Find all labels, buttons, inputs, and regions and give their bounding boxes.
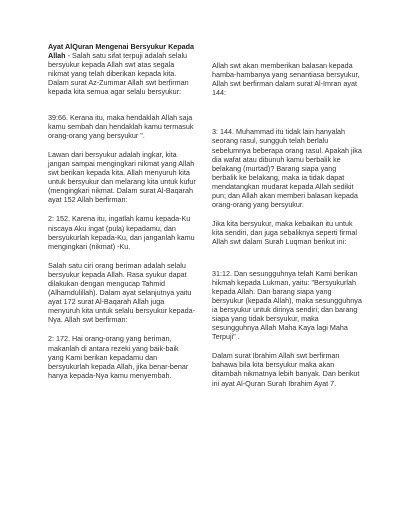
- left-paragraph-4: Salah satu ciri orang beriman adalah selalu bersyukur kepada Allah. Rasa syukur dapat dilakukan dengan mengucap Tahmid (Alhamdulillah). Dalam ayat selanjutnya yaitu ayat 172 surat Al-Baqarah Allah juga menyuruh kita untuk selalu bersyukur kepada-Nya. Allah swt berfirman:: [48, 260, 196, 325]
- intro-paragraph: [48, 42, 196, 97]
- right-paragraph-2: 3: 144. Muhammad itu tidak lain hanyalah seorang rasul, sungguh telah berlalu sebelumnya beberapa orang rasul. Apakah jika dia wafat atau dibunuh kamu berbalik ke belakang (murtad)? Barang siapa yang berbalik ke belakang, maka ia tidak dapat mendatangkan mudarat kepada Allah sedikit pun; dan Allah akan memberi balasan kepada orang-orang yang bersyukur.: [212, 127, 362, 210]
- right-paragraph-1: Allah swt akan memberikan balasan kepada hamba-hambanya yang senantiasa bersyukur, Allah swt berfirman dalam surat Al-Imran ayat 144:: [212, 61, 360, 98]
- left-paragraph-3: 2: 152. Karena itu, ingatlah kamu kepada-Ku niscaya Aku ingat (pula) kepadamu, dan bersyukurlah kepada-Ku, dan janganlah kamu mengingkari (nikmat) -Ku.: [48, 214, 195, 251]
- article-heading: Ayat AlQuran Mengenai Bersyukur Kepada Allah: [48, 42, 195, 61]
- intro-text: - Salah satu sifat terpuji adalah selalu bersyukur kepada Allah swt atas segala nikmat yang telah diberikan kepada kita. Dalam surat Az-Zummar Allah swt berfirman kepada kita semua agar selalu bersyukur:: [48, 51, 189, 97]
- right-paragraph-3: Jika kita bersyukur, maka kebaikan itu untuk kita sendiri, dan juga sebaliknya seperti firmal Allah swt dalam Surah Luqman berikut ini:: [212, 219, 358, 247]
- right-paragraph-5: Dalam surat Ibrahim Allah swt berfirman bahawa bila kita bersyukur maka akan ditambah nikmatnya lebih banyak. Dan berikut ini ayat Al-Quran Surah Ibrahim Ayat 7.: [212, 351, 360, 388]
- left-paragraph-2: Lawan dari bersyukur adalah ingkar, kita jangan sampai mengingkari nikmat yang Allah swt berikan kepada kita. Allah menyuruh kita untuk bersyukur dan melarang kita untuk kufur (mengingkari nikmat. Dalam surat Al-Baqarah ayat 152 Allah berfirman:: [48, 149, 196, 205]
- left-paragraph-1: 39:66. Kerana itu, maka hendaklah Allah saja kamu sembah dan hendaklah kamu termasuk orang-orang yang bersyukur ".: [48, 112, 194, 140]
- right-column: [212, 61, 362, 398]
- left-column: [48, 42, 196, 390]
- right-paragraph-4: 31:12. Dan sesungguhnya telah Kami berikan hikmah kepada Lukman, yaitu: "Bersyukurlah kepada Allah. Dan barang siapa yang bersyukur (kepada Allah), maka sesungguhnya ia bersyukur untuk dirinya sendiri; dan barang siapa yang tidak bersyukur, maka sesungguhnya Allah Maha Kaya lagi Maha Terpuji" .: [212, 268, 362, 342]
- left-paragraph-5: 2: 172. Hai orang-orang yang beriman, makanlah di antara rezeki yang baik-baik yang Kami berikan kepadamu dan bersyukurlah kepada Allah, jika benar-benar hanya kepada-Nya kamu menyembah.: [48, 334, 189, 380]
